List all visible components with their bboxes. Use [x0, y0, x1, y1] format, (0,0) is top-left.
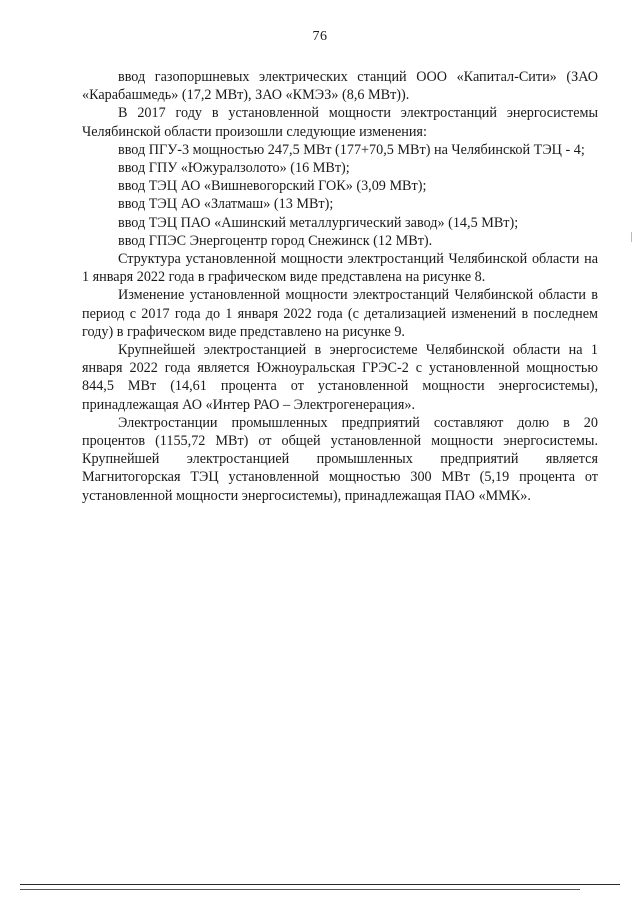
paragraph: ввод газопоршневых электрических станций ООО «Капитал-Сити» (ЗАО «Карабашмедь» (17,2 МВт), ЗАО «КМЭЗ» (8,6 МВт)).	[82, 69, 598, 104]
paragraph: ввод ПГУ-3 мощностью 247,5 МВт (177+70,5 МВт) на Челябинской ТЭЦ - 4;	[118, 141, 585, 158]
list-item: ввод ТЭЦ ПАО «Ашинский металлургический завод» (14,5 МВт);	[118, 214, 519, 231]
paragraph: Изменение установленной мощности электростанций Челябинской области в период с 2017 года до 1 января 2022 года (с детализацией изменений в последнем году) в графическом виде представлено на рисунке 9.	[82, 287, 598, 340]
paragraph: Структура установленной мощности электростанций Челябинской области на 1 января 2022 года в графическом виде представлена на рисунке 8.	[82, 251, 598, 286]
margin-mark	[631, 232, 632, 242]
list-item: ввод ТЭЦ АО «Вишневогорский ГОК» (3,09 МВт);	[118, 178, 427, 195]
list-item: ввод ГПУ «Южуралзолото» (16 МВт);	[118, 160, 350, 177]
list-item: ввод ТЭЦ АО «Златмаш» (13 МВт);	[118, 196, 334, 213]
bottom-rule	[20, 889, 580, 890]
paragraph: Электростанции промышленных предприятий составляют долю в 20 процентов (1155,72 МВт) от общей установленной мощности энергосистемы. Крупнейшей электростанцией промышленных предприятий является Магнитогорская ТЭЦ установленной мощностью 300 МВт (5,19 процента от установленной мощности энергосистемы), принадлежащая ПАО «ММК».	[82, 414, 598, 504]
page-number: 76	[312, 29, 328, 44]
bottom-rule	[20, 884, 620, 885]
paragraph: В 2017 году в установленной мощности электростанций энергосистемы Челябинской области произошли следующие изменения:	[82, 105, 598, 140]
list-item: ввод ГПЭС Энергоцентр город Снежинск (12 МВт).	[118, 232, 433, 249]
paragraph: Крупнейшей электростанцией в энергосистеме Челябинской области на 1 января 2022 года является Южноуральская ГРЭС-2 с установленной мощностью 844,5 МВт (14,61 процента от установленной мощности энергосистемы), принадлежащая АО «Интер РАО – Электрогенерация».	[82, 342, 598, 413]
body-text	[82, 68, 598, 505]
